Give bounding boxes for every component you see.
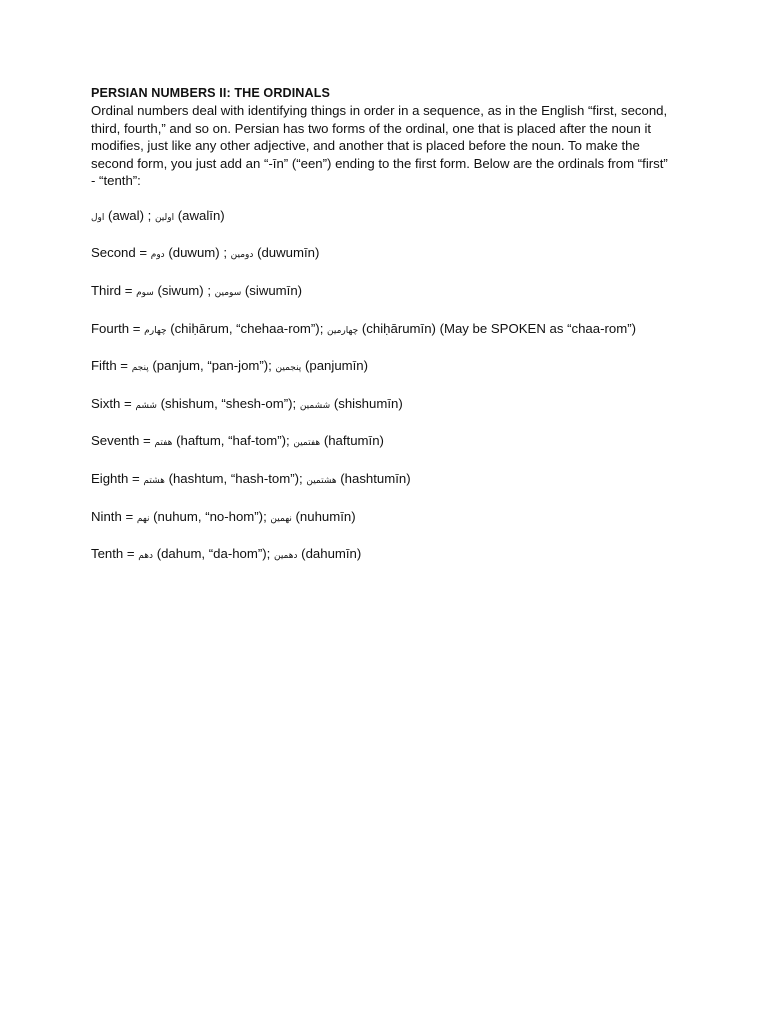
persian-ordinal: پنجم [131, 363, 149, 374]
persian-ordinal-in-form: هشتمین [306, 475, 337, 486]
ordinal-in-transliteration: (hashtumīn) [336, 470, 411, 486]
document-title: PERSIAN NUMBERS II: THE ORDINALS [91, 86, 330, 100]
ordinal-in-transliteration: (panjumīn) [301, 358, 369, 374]
persian-ordinal: هفتم [154, 438, 173, 449]
ordinal-transliteration: (dahum, “da-hom”); [153, 546, 274, 562]
ordinal-transliteration: (siwum) ; [153, 283, 215, 299]
persian-ordinal: نهم [136, 513, 150, 524]
persian-ordinal-in-form: سومین [214, 288, 242, 299]
document-body [91, 85, 671, 566]
persian-ordinal: هشتم [143, 475, 165, 486]
ordinal-row-eighth [91, 470, 671, 490]
persian-ordinal: چهارم [144, 325, 167, 336]
ordinal-in-transliteration: (dahumīn) [297, 546, 362, 562]
persian-ordinal: اول [91, 212, 105, 223]
persian-ordinal-in-form: چهارمین [327, 325, 359, 336]
ordinal-row-ninth [91, 508, 671, 528]
ordinal-row-tenth [91, 545, 671, 565]
ordinal-in-transliteration: (shishumīn) [330, 395, 403, 411]
ordinal-row-first [91, 207, 671, 227]
ordinal-label: Ninth = [91, 508, 137, 524]
persian-ordinal: دوم [150, 250, 165, 261]
ordinal-transliteration: (hashtum, “hash-tom”); [164, 470, 307, 486]
ordinal-in-transliteration: (haftumīn) [320, 433, 384, 449]
ordinal-row-third [91, 282, 671, 302]
ordinal-label: Seventh = [91, 433, 155, 449]
intro-paragraph: Ordinal numbers deal with identifying things in order in a sequence, as in the English “first, second, third, fourth,” and so on. Persian has two forms of the ordinal, one that is placed after the noun it modifies, just like any other adjective, and another that is placed before the noun. To make the second form, you just add an “-īn” (“een”) ending to the first form. Below are the ordinals from “first” - “tenth”: [91, 103, 668, 189]
persian-ordinal-in-form: نهمین [270, 513, 292, 524]
ordinal-transliteration: (awal) ; [104, 207, 155, 223]
ordinal-label: Third = [91, 283, 137, 299]
persian-ordinal-in-form: ششمین [299, 400, 331, 411]
ordinal-label: Fifth = [91, 358, 132, 374]
ordinal-label: Sixth = [91, 395, 136, 411]
ordinal-transliteration: (panjum, “pan-jom”); [148, 358, 276, 374]
persian-ordinal: ششم [135, 400, 157, 411]
ordinal-label: Eighth = [91, 470, 144, 486]
ordinal-label: Tenth = [91, 546, 139, 562]
ordinal-label: Fourth = [91, 320, 145, 336]
ordinal-row-fifth [91, 357, 671, 377]
ordinal-row-fourth [91, 320, 671, 340]
persian-ordinal: دهم [138, 551, 154, 562]
ordinal-row-sixth [91, 395, 671, 415]
ordinal-in-transliteration: (awalīn) [174, 207, 225, 223]
ordinal-row-second [91, 244, 671, 264]
ordinal-transliteration: (duwum) ; [164, 245, 231, 261]
persian-ordinal-in-form: پنجمین [275, 363, 302, 374]
ordinal-transliteration: (haftum, “haf-tom”); [172, 433, 294, 449]
ordinal-transliteration: (shishum, “shesh-om”); [156, 395, 300, 411]
persian-ordinal-in-form: دهمین [273, 551, 298, 562]
persian-ordinal-in-form: هفتمین [293, 438, 321, 449]
persian-ordinal-in-form: اولین [154, 212, 175, 223]
ordinal-transliteration: (chiḥārum, “chehaa-rom”); [166, 320, 328, 336]
ordinal-in-transliteration: (chiḥārumīn) (May be SPOKEN as “chaa-rom”) [358, 320, 636, 336]
persian-ordinal-in-form: دومین [230, 250, 254, 261]
ordinal-in-transliteration: (duwumīn) [253, 245, 320, 261]
ordinal-in-transliteration: (nuhumīn) [291, 508, 356, 524]
ordinal-label: Second = [91, 245, 151, 261]
ordinal-transliteration: (nuhum, “no-hom”); [149, 508, 271, 524]
ordinal-in-transliteration: (siwumīn) [241, 283, 303, 299]
ordinal-row-seventh [91, 432, 671, 452]
persian-ordinal: سوم [136, 288, 154, 299]
